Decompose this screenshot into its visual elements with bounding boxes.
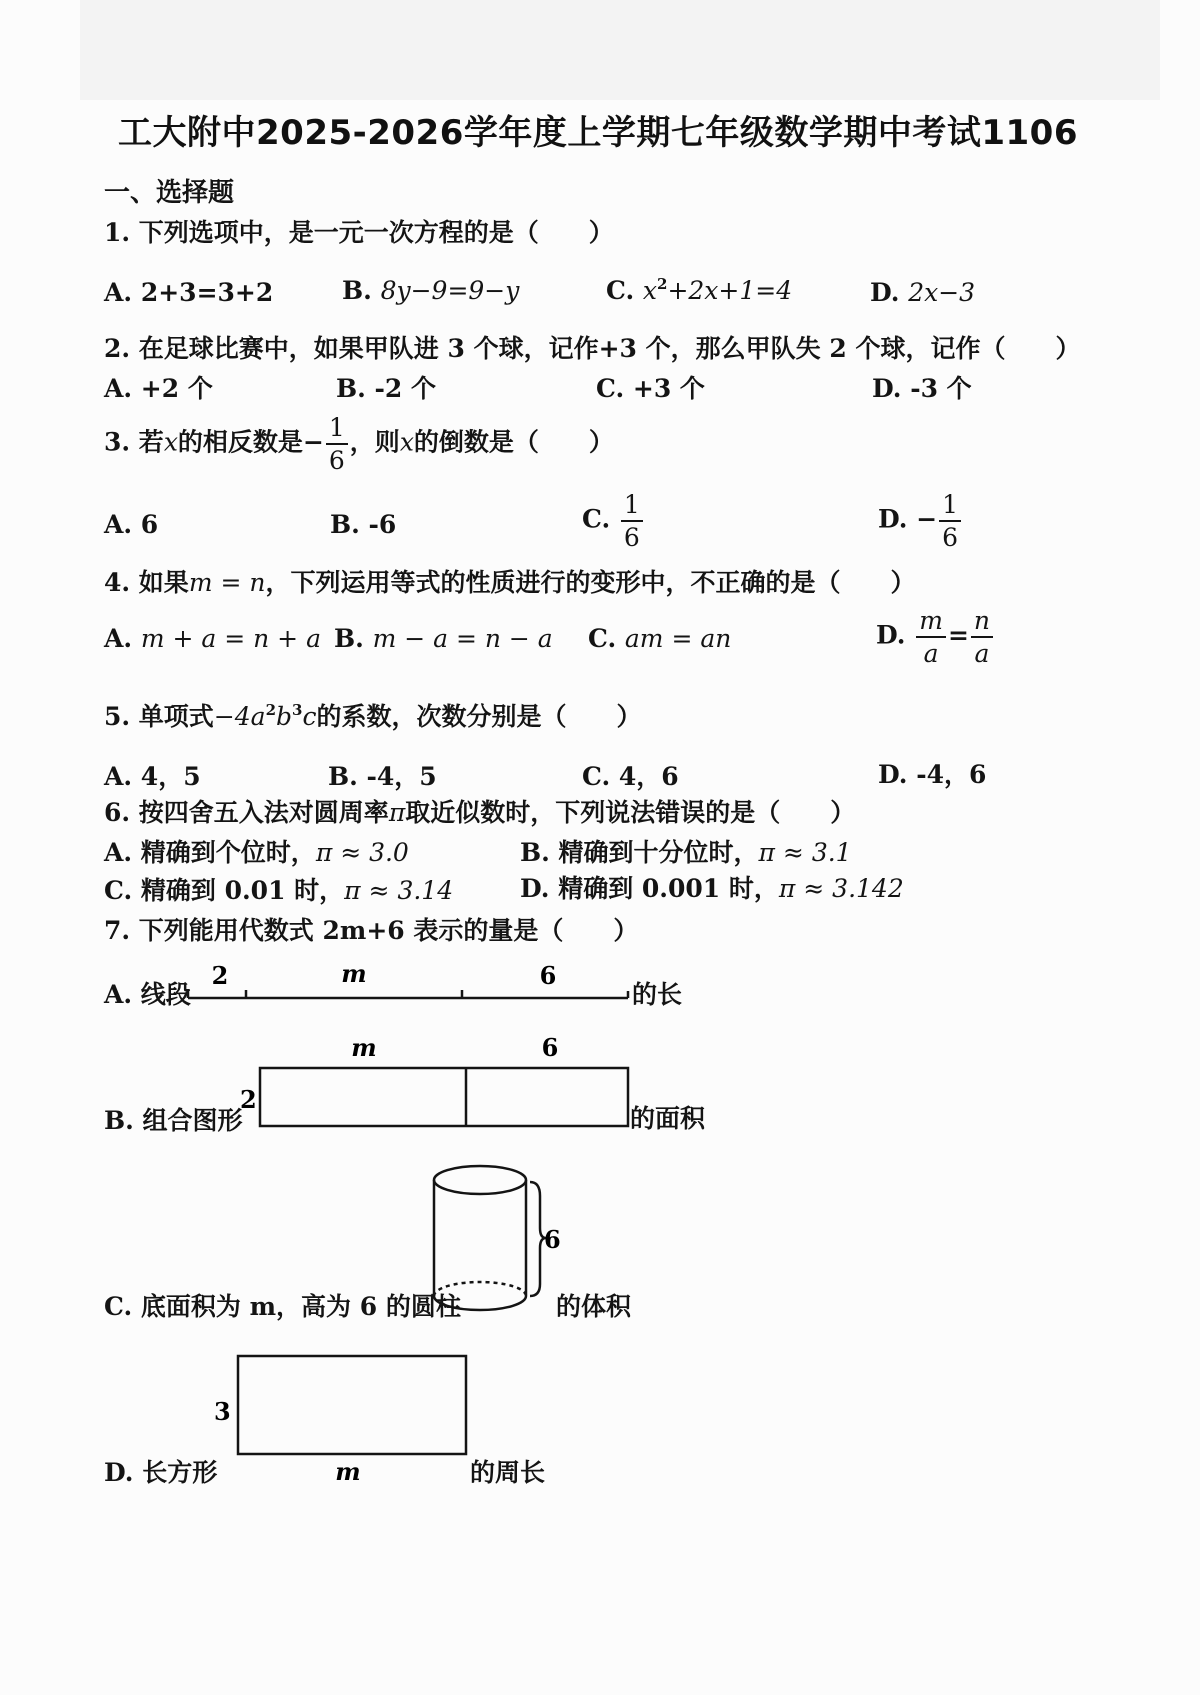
- q4-option-b: [334, 626, 553, 651]
- rectangle-shape: [238, 1356, 466, 1454]
- top-blank-band: [80, 0, 1160, 100]
- q3-option-d-negative: −: [916, 504, 938, 534]
- q6-pi-symbol: π: [388, 798, 406, 827]
- q6-option-b-text: B. 精确到十分位时，: [520, 838, 759, 867]
- q5-exp-b: 3: [292, 701, 303, 719]
- q4-option-b-expr: m − a = n − a: [372, 624, 553, 653]
- question-7-stem: 7. 下列能用代数式 2m+6 表示的量是（ ）: [104, 916, 639, 945]
- q7-option-b-pre: B. 组合图形: [104, 1106, 243, 1135]
- q7-option-d-rectangle-diagram: [210, 1350, 472, 1490]
- q6-option-d-text: D. 精确到 0.001 时，: [520, 874, 779, 903]
- q3-option-c-denominator: 6: [623, 523, 640, 552]
- q3-option-a: A. 6: [104, 510, 159, 539]
- q2-option-c: C. +3 个: [596, 374, 705, 403]
- q3-option-d-fraction: [939, 492, 961, 550]
- q7-option-a-post: 的长: [632, 980, 683, 1009]
- segment-label-1: 2: [211, 961, 229, 990]
- q7-option-d-post: 的周长: [470, 1458, 546, 1487]
- q3-fraction: [326, 415, 348, 473]
- q7-option-b-rectangle-diagram: [236, 1032, 632, 1132]
- cylinder-top: [434, 1166, 526, 1194]
- q4-option-a-expr: m + a = n + a: [140, 624, 321, 653]
- q4-option-c-expr: am = an: [624, 624, 732, 653]
- q7-option-a-pre: A. 线段: [104, 980, 191, 1009]
- q4-option-d-fraction-left: [916, 608, 946, 666]
- cylinder-bottom-back: [434, 1282, 526, 1296]
- q3-option-d-label: D.: [878, 504, 908, 534]
- q1-option-d-label: D.: [870, 278, 900, 307]
- q5-var-c: c: [302, 702, 317, 731]
- q7-option-d-pre: D. 长方形: [104, 1458, 218, 1487]
- q4-option-a-label: A.: [104, 624, 133, 653]
- q6-option-c: [104, 878, 453, 903]
- q4-condition: m = n: [188, 568, 266, 597]
- q1-option-c-rest: +2x+1=4: [667, 276, 793, 305]
- rect-side-label: 2: [240, 1085, 257, 1114]
- q5-var-b: b: [276, 702, 293, 731]
- segment-label-2: m: [341, 959, 367, 988]
- q6-option-d-value: π ≈ 3.142: [778, 874, 904, 903]
- question-3-stem: [104, 415, 614, 473]
- q6-pre-text: 6. 按四舍五入法对圆周率: [104, 798, 389, 827]
- q7-option-a-segment-diagram: [186, 958, 632, 1008]
- q3-option-d: [878, 492, 963, 550]
- q6-option-a: [104, 840, 409, 865]
- question-4-stem: [104, 570, 915, 595]
- q4-option-d-denominator-left: a: [923, 639, 939, 668]
- q1-option-c-label: C.: [606, 276, 635, 305]
- q3-option-d-denominator: 6: [942, 523, 959, 552]
- composite-rectangle: [260, 1068, 628, 1126]
- q2-option-d: D. -3 个: [872, 374, 972, 403]
- q5-option-d: D. -4，6: [878, 760, 987, 789]
- q1-option-b: [342, 278, 519, 303]
- segment-label-3: 6: [539, 961, 557, 990]
- q6-option-c-text: C. 精确到 0.01 时，: [104, 876, 345, 905]
- q4-option-b-label: B.: [334, 624, 364, 653]
- q2-option-a: A. +2 个: [104, 374, 213, 403]
- q6-option-a-value: π ≈ 3.0: [315, 838, 409, 867]
- q1-option-a: [104, 280, 273, 305]
- q3-option-c: [582, 492, 645, 550]
- q3-option-c-label: C.: [582, 504, 611, 534]
- rect-top-label-1: m: [351, 1033, 377, 1062]
- rect-top-label-2: 6: [541, 1033, 559, 1062]
- q7-option-c-pre: C. 底面积为 m，高为 6 的圆柱: [104, 1292, 461, 1321]
- q7-option-c-cylinder-diagram: [426, 1156, 566, 1326]
- q1-option-d: [870, 280, 975, 305]
- q4-post-text: ，下列运用等式的性质进行的变形中，不正确的是（ ）: [265, 568, 916, 597]
- q4-option-d-denominator-right: a: [974, 639, 990, 668]
- q3-fraction-numerator: 1: [326, 415, 348, 445]
- q5-var-a: a: [250, 702, 266, 731]
- q1-option-a-label: A.: [104, 278, 133, 307]
- q5-coefficient: −4: [213, 702, 251, 731]
- q3-variable-2: x: [399, 427, 414, 457]
- question-6-stem: [104, 800, 855, 825]
- q5-pre-text: 5. 单项式: [104, 702, 214, 731]
- q4-option-c-label: C.: [588, 624, 617, 653]
- cylinder-height-label: 6: [544, 1225, 561, 1254]
- q1-option-b-expr: 8y−9=9−y: [380, 276, 520, 305]
- q3-fraction-denominator: 6: [328, 446, 345, 475]
- q4-option-d-numerator-right: n: [971, 608, 993, 638]
- rectangle-side-label: 3: [214, 1397, 231, 1426]
- q1-option-d-expr: 2x−3: [908, 278, 976, 307]
- q7-option-c-post: 的体积: [556, 1292, 632, 1321]
- q1-option-c: [606, 275, 793, 305]
- q5-post-text: 的系数，次数分别是（ ）: [316, 702, 642, 731]
- q3-option-b: B. -6: [330, 510, 397, 539]
- q1-option-c-exponent: 2: [657, 275, 668, 293]
- q2-option-b: B. -2 个: [336, 374, 437, 403]
- q3-negative-sign: −: [302, 427, 324, 457]
- q6-post-text: 取近似数时，下列说法错误的是（ ）: [405, 798, 856, 827]
- question-1-stem: 1. 下列选项中，是一元一次方程的是（ ）: [104, 218, 614, 247]
- q5-option-b: B. -4，5: [328, 762, 437, 791]
- q6-option-b-value: π ≈ 3.1: [758, 838, 852, 867]
- cylinder-bottom-front: [434, 1296, 526, 1310]
- q1-option-c-base: x: [642, 276, 657, 305]
- q3-pre-text: 3. 若: [104, 427, 164, 457]
- q5-option-a: A. 4，5: [104, 762, 201, 791]
- question-5-stem: [104, 701, 642, 731]
- q3-post-text-2: 的倒数是（ ）: [413, 427, 614, 457]
- rectangle-bottom-label: m: [335, 1457, 361, 1486]
- q5-exp-a: 2: [265, 701, 277, 719]
- q6-option-b: [520, 840, 852, 865]
- q3-option-c-numerator: 1: [621, 492, 643, 522]
- section-heading: 一、选择题: [104, 178, 235, 208]
- q3-mid-text: 的相反数是: [177, 427, 303, 457]
- q6-option-d: [520, 876, 904, 901]
- q1-option-b-label: B.: [342, 276, 372, 305]
- q4-option-d-fraction-right: [971, 608, 993, 666]
- q6-option-a-text: A. 精确到个位时，: [104, 838, 316, 867]
- q1-option-a-expr: 2+3=3+2: [140, 278, 274, 307]
- q5-option-c: C. 4，6: [582, 762, 679, 791]
- q3-option-c-fraction: [621, 492, 643, 550]
- q4-option-c: [588, 626, 731, 651]
- q4-option-d: [876, 608, 995, 666]
- q3-option-d-numerator: 1: [939, 492, 961, 522]
- q6-option-c-value: π ≈ 3.14: [344, 876, 454, 905]
- q7-option-b-post: 的面积: [630, 1104, 706, 1133]
- q3-post-text-1: ，则: [349, 427, 400, 457]
- q3-variable: x: [163, 427, 178, 457]
- q4-option-d-equals: =: [947, 620, 969, 650]
- q4-pre-text: 4. 如果: [104, 568, 189, 597]
- question-2-stem: 2. 在足球比赛中，如果甲队进 3 个球，记作+3 个，那么甲队失 2 个球，记作（ ）: [104, 334, 1081, 363]
- q4-option-a: [104, 626, 321, 651]
- q4-option-d-numerator-left: m: [916, 608, 946, 638]
- q4-option-d-label: D.: [876, 620, 906, 650]
- page-title: 工大附中2025-2026学年度上学期七年级数学期中考试1106: [118, 113, 1078, 153]
